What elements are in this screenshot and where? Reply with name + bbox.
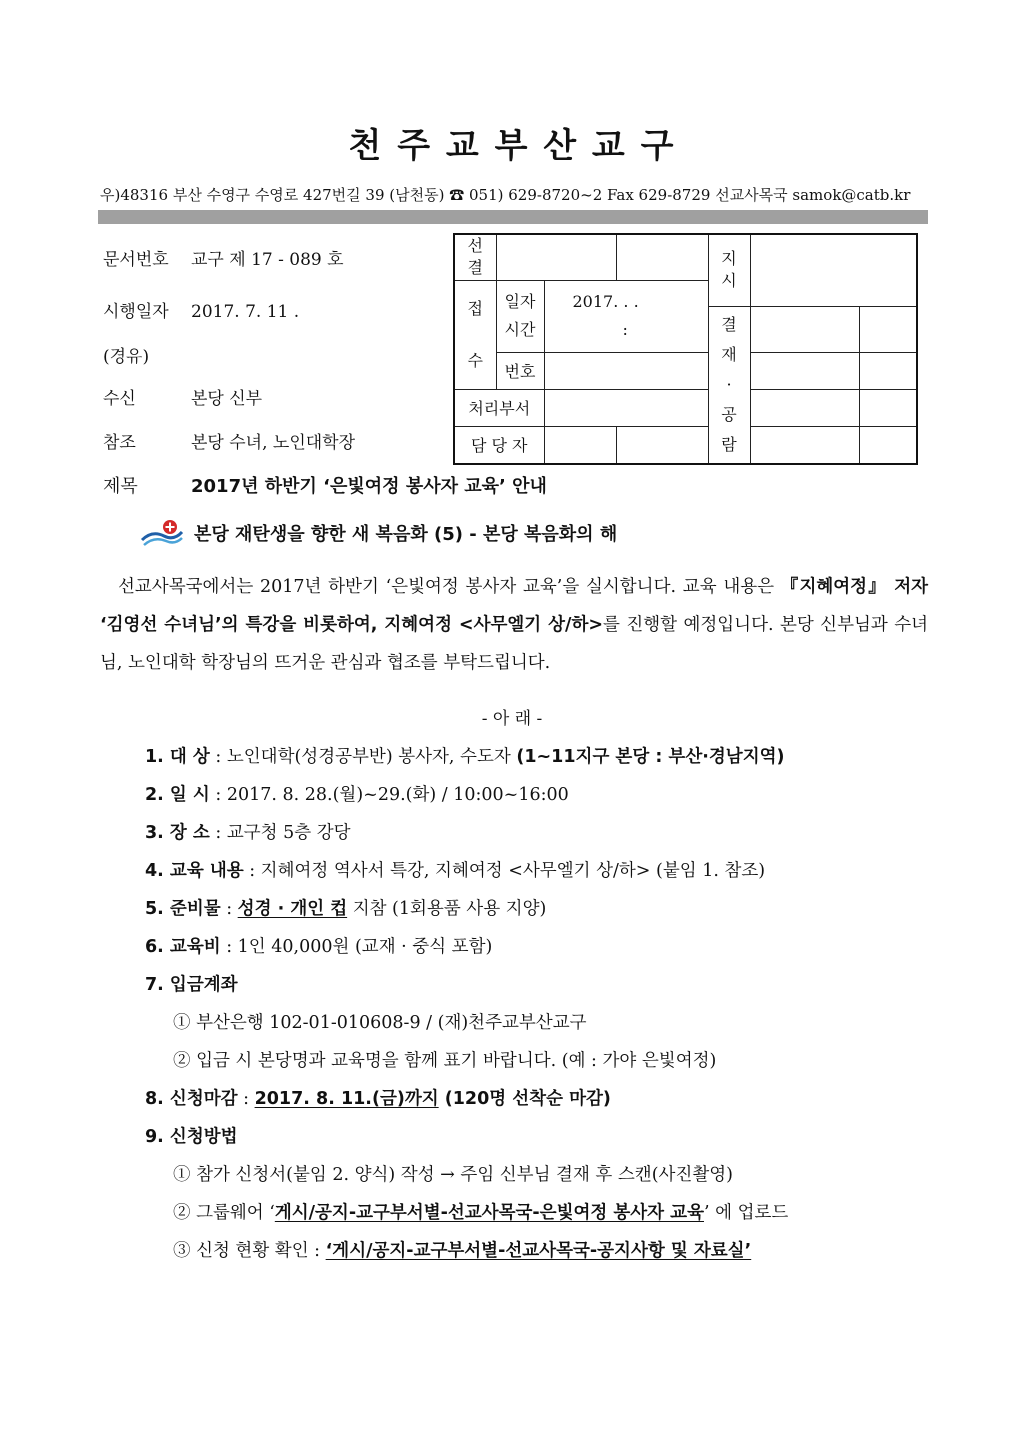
intro-paragraph: 선교사목국에서는 2017년 하반기 ‘은빛여정 봉사자 교육’을 실시합니다. 교육 내용은 『지혜여정』 저자 ‘김영선 수녀님’의 특강을 비롯하여, 지혜여정 <사무엘기 상/하>를 진행할 예정입니다. 본당 신부님과 수녀님, 노인대학 학장님의 뜨거운 관심과 협조를 부탁드립니다. xyxy=(100,577,929,673)
cheoribuseo-label: 처리부서 xyxy=(454,389,544,426)
date-value: 2017. 7. 11 . xyxy=(191,302,300,322)
item-row: 3. 장 소 : 교구청 5층 강당 xyxy=(145,823,351,843)
subject-label: 제목 xyxy=(103,476,138,497)
gyeoljae-blank-3 xyxy=(750,352,859,389)
gyeoljae-blank-5 xyxy=(750,389,859,426)
item-row: 6. 교육비 : 1인 40,000원 (교재 · 중식 포함) xyxy=(145,937,493,957)
damdangja-label: 담 당 자 xyxy=(454,426,544,464)
seongyeol-blank-2 xyxy=(616,234,708,280)
item-row: 1. 대 상 : 노인대학(성경공부반) 봉사자, 수도자 (1~11지구 본당 : 부산·경남지역) xyxy=(145,747,785,767)
damdangja-blank-2 xyxy=(616,426,708,464)
motto-row xyxy=(140,518,617,548)
header-divider xyxy=(98,210,928,224)
item-row: 2. 일 시 : 2017. 8. 28.(월)~29.(화) / 10:00~16:00 xyxy=(145,785,569,805)
via-row xyxy=(103,342,149,367)
damdangja-blank-1 xyxy=(544,426,616,464)
reference-value: 본당 수녀, 노인대학장 xyxy=(191,433,356,453)
date-row xyxy=(103,297,299,322)
gyeoljae-blank-2 xyxy=(859,306,917,352)
item-subrow: ① 부산은행 102-01-010608-9 / (재)천주교부산교구 xyxy=(173,1013,587,1033)
item-subrow: ② 그룹웨어 ‘게시/공지-교구부서별-선교사목국-은빛여정 봉사자 교육’ 에 업로드 xyxy=(173,1203,789,1223)
item-row: 8. 신청마감 : 2017. 8. 11.(금)까지 (120명 선착순 마감) xyxy=(145,1089,611,1109)
subject-value: 2017년 하반기 ‘은빛여정 봉사자 교육’ 안내 xyxy=(191,476,547,497)
recipient-value: 본당 신부 xyxy=(191,389,263,409)
beonho-label: 번호 xyxy=(496,352,544,389)
seongyeol-cell: 선결 xyxy=(454,234,496,280)
gyeoljae-blank-1 xyxy=(750,306,859,352)
item-subrow: ① 참가 신청서(붙임 2. 양식) 작성 → 주임 신부님 결재 후 스캔(사진촬영) xyxy=(173,1165,733,1185)
reference-label: 참조 xyxy=(103,433,136,453)
recipient-label: 수신 xyxy=(103,389,136,409)
item-row: 9. 신청방법 xyxy=(145,1127,238,1147)
beonho-blank xyxy=(544,352,708,389)
doc-number-label: 문서번호 xyxy=(103,250,169,270)
seongyeol-blank-1 xyxy=(496,234,616,280)
address-line: 우)48316 부산 수영구 수영로 427번길 39 (남천동) ☎ 051) 629-8720~2 Fax 629-8729 선교사목국 samok@catb.kr xyxy=(100,186,911,204)
item-row: 4. 교육 내용 : 지혜여정 역사서 특강, 지혜여정 <사무엘기 상/하> (붙임 1. 참조) xyxy=(145,861,766,881)
cheoribuseo-blank xyxy=(544,389,708,426)
intro-bold: 『지혜여정』 저자 ‘김영선 수녀님’의 특강을 비롯하여, 지혜여정 <사무엘기 상/하> xyxy=(100,577,929,635)
diocese-logo-icon xyxy=(140,518,184,548)
item-list xyxy=(145,738,925,1270)
page-title: 천 주 교 부 산 교 구 xyxy=(348,126,676,166)
item-row: 5. 준비물 : 성경 · 개인 컵 지참 (1회용품 사용 지양) xyxy=(145,899,547,919)
doc-number-value: 교구 제 17 - 089 호 xyxy=(191,250,344,270)
gyeoljae-blank-6 xyxy=(859,389,917,426)
item-subrow: ② 입금 시 본당명과 교육명을 함께 표기 바랍니다. (예 : 가야 은빛여정) xyxy=(173,1051,717,1071)
doc-number-row xyxy=(103,245,344,270)
gyeoljae-blank-4 xyxy=(859,352,917,389)
jisi-blank xyxy=(750,234,917,306)
subject-row xyxy=(103,472,547,498)
ilja-sigan-labels: 일자 시간 xyxy=(496,280,544,352)
date-label: 시행일자 xyxy=(103,302,169,322)
reference-row xyxy=(103,428,355,453)
ilja-sigan-values: 2017. . . : xyxy=(544,280,708,352)
jisi-cell: 지시 xyxy=(708,234,750,306)
jeopsu-cell: 접수 xyxy=(454,280,496,389)
gyeoljae-cell: 결재·공람 xyxy=(708,306,750,464)
gyeoljae-blank-7 xyxy=(750,426,859,464)
gyeoljae-blank-8 xyxy=(859,426,917,464)
recipient-row xyxy=(103,384,262,409)
item-row: 7. 입금계좌 xyxy=(145,975,238,995)
via-label: (경유) xyxy=(103,347,150,367)
motto-text: 본당 재탄생을 향한 새 복음화 (5) - 본당 복음화의 해 xyxy=(194,524,618,545)
item-subrow: ③ 신청 현황 확인 : ‘게시/공지-교구부서별-선교사목국-공지사항 및 자료실’ xyxy=(173,1241,752,1261)
approval-table xyxy=(453,233,918,465)
section-mark: - 아 래 - xyxy=(481,709,543,729)
